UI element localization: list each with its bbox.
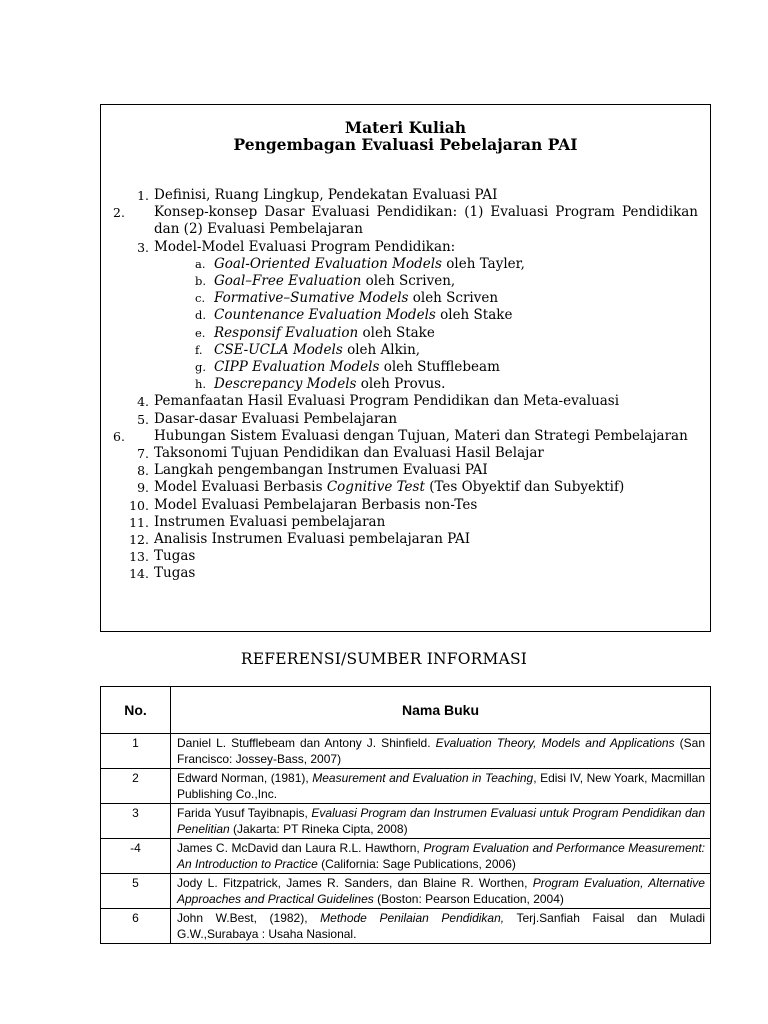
list-item [113, 393, 698, 410]
references-table [100, 686, 711, 944]
references-heading: REFERENSI/SUMBER INFORMASI [240, 650, 528, 668]
table-row [101, 734, 711, 769]
list-number: 1. [137, 188, 149, 203]
list-number: 13. [129, 549, 149, 565]
italic-text: Responsif Evaluation [214, 324, 359, 341]
sub-list-text [214, 290, 498, 306]
text-segment: Konsep-konsep Dasar Evaluasi Pendidikan: (1) Evaluasi Program Pendidikan dan (2) Evaluasi Pembelajaran [154, 204, 698, 238]
row-number: 2 [101, 769, 171, 804]
list-number: 10. [129, 497, 149, 513]
sub-list-text [214, 273, 455, 289]
text-segment: oleh Stufflebeam [379, 359, 500, 376]
list-item-text [154, 393, 619, 409]
list-item [113, 204, 698, 238]
italic-text: Program Evaluation, Alternative Approaches and Practical Guidelines [177, 876, 705, 906]
references-body [101, 734, 711, 944]
row-number: -4 [101, 839, 171, 874]
sub-list-text [214, 256, 525, 272]
text-segment: John W.Best, (1982), [177, 911, 321, 925]
sub-list-item [154, 376, 698, 393]
italic-text: Countenance Evaluation Models [214, 307, 436, 324]
list-item-text [154, 497, 477, 513]
sub-list-item [154, 307, 698, 324]
sub-list-item [154, 290, 698, 307]
text-segment: Dasar-dasar Evaluasi Pembelajaran [154, 410, 398, 427]
row-number: 5 [101, 874, 171, 909]
italic-text: Methode Penilaian Pendidikan, [320, 911, 505, 925]
list-number: 6. [113, 428, 125, 444]
text-segment: Jody L. Fitzpatrick, James R. Sanders, dan Blaine R. Worthen, [177, 876, 533, 890]
sub-list-letter: e. [195, 325, 206, 340]
text-segment: Daniel L. Stufflebeam dan Antony J. Shinfield. [177, 736, 436, 750]
text-segment: oleh Scriven, [361, 273, 456, 290]
sub-list-text [214, 307, 512, 323]
list-item [113, 462, 698, 479]
italic-text: Formative–Sumative Models [214, 290, 409, 307]
list-item [113, 548, 698, 565]
row-number: 3 [101, 804, 171, 839]
text-segment: Model Evaluasi Pembelajaran Berbasis non-Tes [154, 496, 478, 513]
syllabus-title: Materi Kuliah [344, 118, 467, 137]
list-item [113, 445, 698, 462]
text-segment: (California: Sage Publications, 2006) [317, 857, 516, 871]
sub-list-item [154, 325, 698, 342]
table-row [101, 804, 711, 839]
italic-text: Evaluasi Program dan Instrumen Evaluasi untuk Program Pendidikan dan Penelitian [177, 806, 706, 836]
list-item [113, 514, 698, 531]
italic-text: CIPP Evaluation Models [214, 359, 380, 376]
sub-list [154, 256, 698, 394]
book-citation [171, 909, 711, 944]
text-segment: (Jakarta: PT Rineka Cipta, 2008) [229, 822, 408, 836]
text-segment: oleh Stake [435, 307, 513, 324]
table-row [101, 909, 711, 944]
list-item-text [154, 548, 195, 564]
list-number: 5. [137, 411, 149, 427]
book-citation [171, 839, 711, 874]
italic-text: Descrepancy Models [214, 376, 357, 393]
list-number: 4. [137, 394, 149, 410]
book-citation [171, 804, 711, 839]
list-number: 7. [137, 446, 149, 462]
text-segment: oleh Tayler, [441, 255, 525, 272]
list-item-text [154, 462, 488, 478]
text-segment: Langkah pengembangan Instrumen Evaluasi PAI [154, 462, 488, 479]
list-item-text [154, 479, 624, 495]
header-book-name: Nama Buku [171, 687, 711, 734]
list-item-text [154, 445, 544, 461]
list-item-text [154, 204, 698, 237]
list-item [113, 428, 698, 445]
table-row [101, 839, 711, 874]
sub-list-text [214, 376, 445, 392]
syllabus-subtitle: Pengembagan Evaluasi Pebelajaran PAI [233, 135, 578, 154]
text-segment: (San Francisco: Jossey-Bass, 2007) [177, 736, 706, 766]
text-segment: Tugas [154, 548, 196, 565]
sub-list-text [214, 325, 435, 341]
book-citation [171, 874, 711, 909]
text-segment: (Tes Obyektif dan Subyektif) [424, 479, 625, 496]
sub-list-text [214, 359, 500, 375]
syllabus-box [100, 104, 711, 632]
text-segment: Tugas [154, 565, 196, 582]
text-segment: Analisis Instrumen Evaluasi pembelajaran PAI [154, 531, 471, 548]
sub-list-letter: a. [195, 256, 206, 271]
list-item-text [154, 187, 497, 203]
list-number: 3. [137, 239, 149, 255]
table-header-row [101, 687, 711, 734]
list-item-text [154, 514, 385, 530]
table-row [101, 769, 711, 804]
list-item-text [154, 565, 195, 581]
sub-list-letter: f. [195, 342, 203, 357]
italic-text: Program Evaluation and Performance Measurement: An Introduction to Practice [177, 841, 705, 871]
text-segment: Model-Model Evaluasi Program Pendidikan: [154, 238, 456, 255]
row-number: 1 [101, 734, 171, 769]
list-number: 2. [113, 205, 125, 221]
list-number: 9. [137, 480, 149, 496]
sub-list-letter: h. [195, 377, 207, 392]
book-citation [171, 769, 711, 804]
sub-list-item [154, 256, 698, 273]
list-item [113, 479, 698, 496]
sub-list-item [154, 273, 698, 290]
topic-list [113, 187, 698, 583]
list-item [113, 239, 698, 394]
text-segment: Definisi, Ruang Lingkup, Pendekatan Evaluasi PAI [154, 187, 498, 203]
text-segment: oleh Scriven [408, 290, 499, 307]
text-segment: Farida Yusuf Tayibnapis, [177, 806, 312, 820]
sub-list-letter: c. [195, 291, 206, 306]
text-segment: Model Evaluasi Berbasis [154, 479, 327, 496]
sub-list-item [154, 342, 698, 359]
text-segment: oleh Stake [358, 324, 435, 341]
italic-text: Measurement and Evaluation in Teaching [312, 771, 534, 785]
sub-list-letter: g. [195, 360, 207, 375]
list-number: 11. [129, 514, 149, 530]
text-segment: oleh Provus. [356, 376, 446, 393]
text-segment: Hubungan Sistem Evaluasi dengan Tujuan, Materi dan Strategi Pembelajaran [154, 427, 688, 444]
text-segment: (Boston: Pearson Education, 2004) [373, 892, 564, 906]
italic-text: CSE-UCLA Models [214, 341, 343, 358]
text-segment: oleh Alkin, [342, 341, 421, 358]
row-number: 6 [101, 909, 171, 944]
text-segment: Instrumen Evaluasi pembelajaran [154, 513, 386, 530]
italic-text: Goal–Free Evaluation [214, 273, 362, 290]
book-citation [171, 734, 711, 769]
text-segment: , Edisi IV, New Yoark, Macmillan Publishing Co.,Inc. [177, 771, 705, 801]
italic-text: Goal-Oriented Evaluation Models [214, 255, 442, 272]
text-segment: Edward Norman, (1981), [177, 771, 313, 785]
sub-list-text [214, 342, 420, 358]
list-item [113, 187, 698, 204]
list-number: 8. [137, 463, 149, 479]
text-segment: Terj.Sanfiah Faisal dan Muladi G.W.,Surabaya : Usaha Nasional. [177, 911, 706, 941]
table-row [101, 874, 711, 909]
list-item-text [154, 411, 397, 427]
list-item [113, 411, 698, 428]
text-segment: James C. McDavid dan Laura R.L. Hawthorn, [177, 841, 424, 855]
sub-list-letter: d. [195, 308, 207, 323]
italic-text: Evaluation Theory, Models and Applications [435, 736, 675, 750]
list-number: 14. [129, 566, 149, 582]
list-item [113, 565, 698, 582]
italic-text: Cognitive Test [326, 479, 425, 496]
list-item [113, 497, 698, 514]
text-segment: Taksonomi Tujuan Pendidikan dan Evaluasi Hasil Belajar [154, 445, 544, 462]
list-number: 12. [129, 532, 149, 548]
list-item-text [154, 428, 688, 444]
list-item [113, 531, 698, 548]
list-item-text [154, 531, 470, 547]
sub-list-item [154, 359, 698, 376]
header-no: No. [101, 687, 171, 734]
list-item-text [154, 239, 455, 255]
text-segment: Pemanfaatan Hasil Evaluasi Program Pendidikan dan Meta-evaluasi [154, 393, 620, 410]
sub-list-letter: b. [195, 274, 207, 289]
